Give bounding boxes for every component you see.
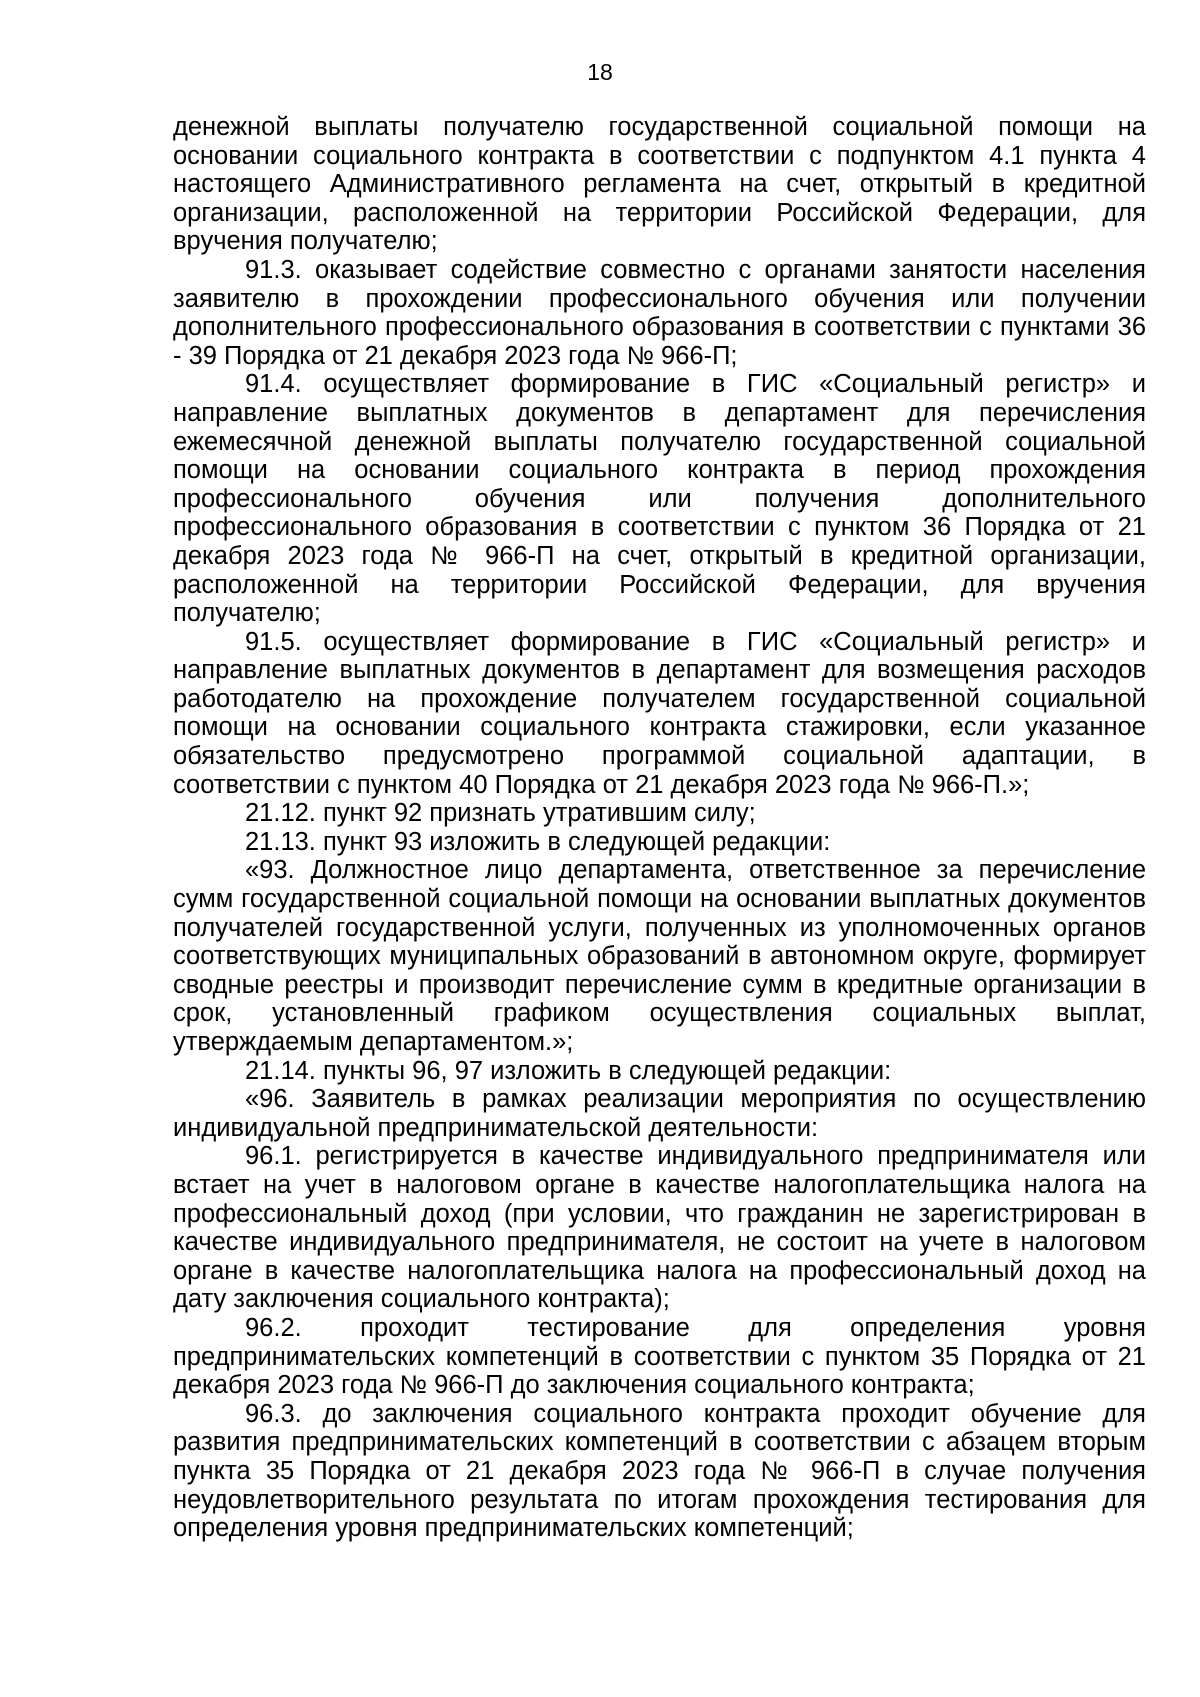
paragraph: 21.13. пункт 93 изложить в следующей редакции: <box>245 827 831 856</box>
paragraph: «93. Должностное лицо департамента, ответственное за перечисление сумм государственной социальной помощи на основании выплатных документов получателей государственной услуги, полученных из уполномоченных органов соответствующих муниципальных образований в автономном округе, формирует сводные реестры и производит перечисление сумм в кредитные организации в срок, установленный графиком осуществления социальных выплат, утверждаемым департаментом.»; <box>173 856 1146 1056</box>
paragraph: 21.12. пункт 92 признать утратившим силу; <box>245 799 756 828</box>
paragraph: 96.3. до заключения социального контракта проходит обучение для развития предпринимательских компетенций в соответствии с абзацем вторым пункта 35 Порядка от 21 декабря 2023 года № 966-П в случае получения неудовлетворительного результата по итогам прохождения тестирования для определения уровня предпринимательских компетенций; <box>173 1399 1146 1543</box>
paragraph: 91.5. осуществляет формирование в ГИС «Социальный регистр» и направление выплатных документов в департамент для возмещения расходов работодателю на прохождение получателем государственной социальной помощи на основании социального контракта стажировки, если указанное обязательство предусмотрено программой социальной адаптации, в соответствии с пунктом 40 Порядка от 21 декабря 2023 года № 966-П.»; <box>173 627 1146 799</box>
paragraph: 91.3. оказывает содействие совместно с органами занятости населения заявителю в прохождении профессионального обучения или получении дополнительного профессионального образования в соответствии с пунктами 36 - 39 Порядка от 21 декабря 2023 года № 966-П; <box>173 255 1146 370</box>
paragraph: 96.1. регистрируется в качестве индивидуального предпринимателя или встает на учет в налоговом органе в качестве налогоплательщика налога на профессиональный доход (при условии, что гражданин не зарегистрирован в качестве индивидуального предпринимателя, не состоит на учете в налоговом органе в качестве налогоплательщика налога на профессиональный доход на дату заключения социального контракта); <box>173 1142 1146 1314</box>
page-number: 18 <box>587 59 613 85</box>
document-body <box>173 113 1146 1543</box>
paragraph: 96.2. проходит тестирование для определения уровня предпринимательских компетенций в соответствии с пунктом 35 Порядка от 21 декабря 2023 года № 966-П до заключения социального контракта; <box>173 1313 1146 1400</box>
paragraph: «96. Заявитель в рамках реализации мероприятия по осуществлению индивидуальной предпринимательской деятельности: <box>173 1085 1146 1142</box>
paragraph: 91.4. осуществляет формирование в ГИС «Социальный регистр» и направление выплатных документов в департамент для перечисления ежемесячной денежной выплаты получателю государственной социальной помощи на основании социального контракта в период прохождения профессионального обучения или получения дополнительного профессионального образования в соответствии с пунктом 36 Порядка от 21 декабря 2023 года № 966-П на счет, открытый в кредитной организации, расположенной на территории Российской Федерации, для вручения получателю; <box>173 370 1146 628</box>
paragraph: 21.14. пункты 96, 97 изложить в следующей редакции: <box>245 1056 892 1085</box>
paragraph: денежной выплаты получателю государственной социальной помощи на основании социального контракта в соответствии с подпунктом 4.1 пункта 4 настоящего Административного регламента на счет, открытый в кредитной организации, расположенной на территории Российской Федерации, для вручения получателю; <box>173 113 1146 256</box>
